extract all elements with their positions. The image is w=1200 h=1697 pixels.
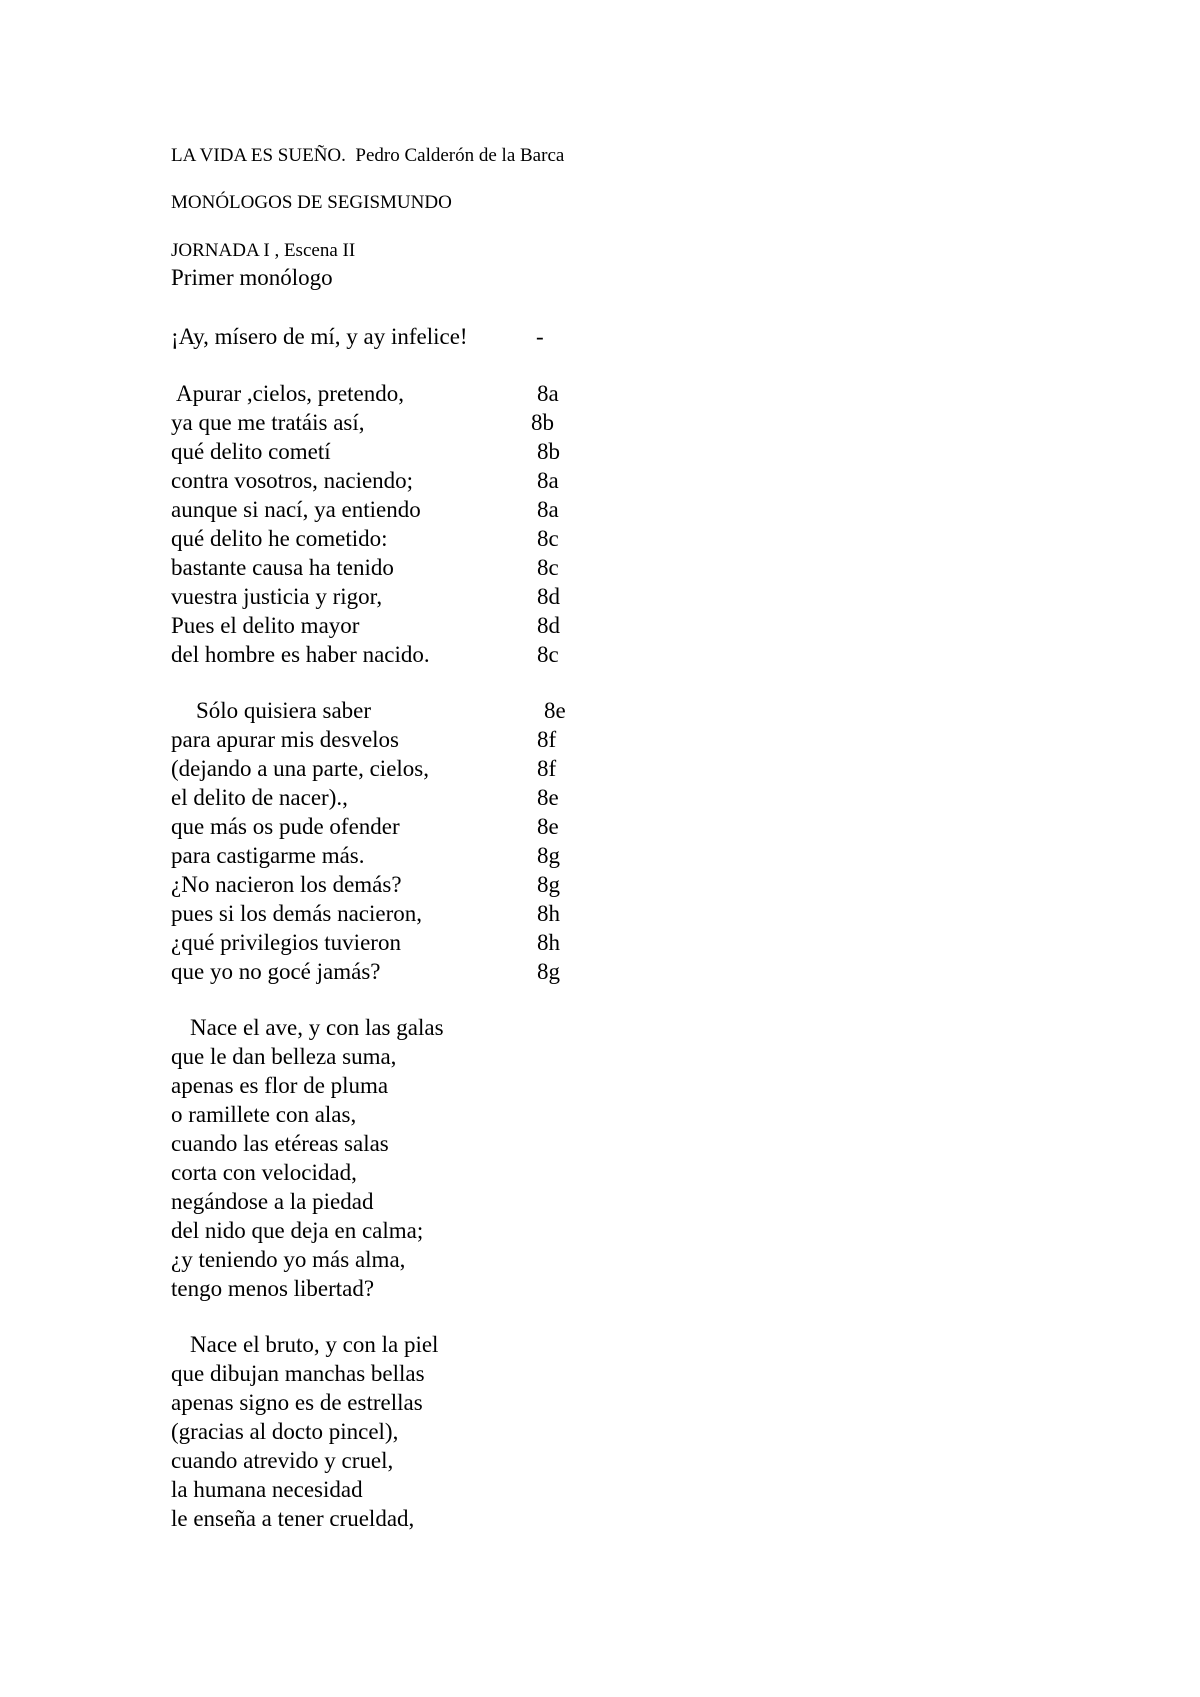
verse-meter: 8a bbox=[537, 468, 559, 493]
verse-line bbox=[171, 553, 691, 582]
verse-line bbox=[171, 957, 691, 986]
verse-line bbox=[171, 1042, 691, 1071]
verse-meter: 8e bbox=[537, 814, 559, 839]
verse-line bbox=[171, 1359, 691, 1388]
verse-meter: 8h bbox=[537, 901, 560, 926]
verse-text: ¿No nacieron los demás? bbox=[171, 872, 402, 897]
verse-text: contra vosotros, naciendo; bbox=[171, 468, 414, 493]
verse-line bbox=[171, 928, 691, 957]
verse-line bbox=[171, 408, 691, 437]
verse-line bbox=[171, 524, 691, 553]
verse-text: Apurar ,cielos, pretendo, bbox=[176, 381, 405, 406]
verse-line bbox=[171, 1274, 691, 1303]
verse-line bbox=[171, 1013, 691, 1042]
opening-verse bbox=[171, 322, 691, 351]
verse-meter: 8g bbox=[537, 872, 560, 897]
verse-text: o ramillete con alas, bbox=[171, 1102, 357, 1127]
verse-line bbox=[171, 1187, 691, 1216]
verse-line bbox=[171, 495, 691, 524]
verse-meter: 8h bbox=[537, 930, 560, 955]
verse-line bbox=[171, 1158, 691, 1187]
verse-text: del nido que deja en calma; bbox=[171, 1218, 424, 1243]
verse-text: que yo no gocé jamás? bbox=[171, 959, 381, 984]
verse-text: para castigarme más. bbox=[171, 843, 365, 868]
verse-line bbox=[171, 725, 691, 754]
verse-text: pues si los demás nacieron, bbox=[171, 901, 423, 926]
stanza-2 bbox=[171, 696, 691, 986]
verse-text: que le dan belleza suma, bbox=[171, 1044, 397, 1069]
section-title: MONÓLOGOS DE SEGISMUNDO bbox=[171, 192, 452, 213]
verse-line bbox=[171, 1100, 691, 1129]
verse-text: ya que me tratáis así, bbox=[171, 410, 365, 435]
verse-text: le enseña a tener crueldad, bbox=[171, 1506, 415, 1531]
verse-text: que más os pude ofender bbox=[171, 814, 400, 839]
verse-line bbox=[171, 582, 691, 611]
verse-text: Sólo quisiera saber bbox=[196, 698, 372, 723]
verse-meter: 8g bbox=[537, 843, 560, 868]
verse-text: vuestra justicia y rigor, bbox=[171, 584, 383, 609]
verse-text: corta con velocidad, bbox=[171, 1160, 357, 1185]
verse-line bbox=[171, 1129, 691, 1158]
verse-text: qué delito he cometido: bbox=[171, 526, 388, 551]
verse-text: ¡Ay, mísero de mí, y ay infelice! bbox=[171, 324, 468, 349]
verse-text: Nace el bruto, y con la piel bbox=[190, 1332, 439, 1357]
verse-meter: 8d bbox=[537, 584, 560, 609]
verse-text: la humana necesidad bbox=[171, 1477, 363, 1502]
verse-line bbox=[171, 1330, 691, 1359]
verse-line bbox=[171, 812, 691, 841]
verse-text: negándose a la piedad bbox=[171, 1189, 374, 1214]
verse-line bbox=[171, 611, 691, 640]
verse-line bbox=[171, 899, 691, 928]
verse-line bbox=[171, 1504, 691, 1533]
verse-meter: 8f bbox=[537, 756, 557, 781]
document-title: LA VIDA ES SUEÑO. Pedro Calderón de la Barca bbox=[171, 145, 565, 166]
verse-meter: 8f bbox=[537, 727, 557, 752]
verse-meter: - bbox=[536, 324, 544, 349]
verse-meter: 8e bbox=[544, 698, 566, 723]
verse-meter: 8g bbox=[537, 959, 560, 984]
verse-text: ¿y teniendo yo más alma, bbox=[171, 1247, 406, 1272]
verse-text: el delito de nacer)., bbox=[171, 785, 348, 810]
verse-text: apenas es flor de pluma bbox=[171, 1073, 389, 1098]
verse-line bbox=[171, 1071, 691, 1100]
verse-line bbox=[171, 1216, 691, 1245]
verse-meter: 8c bbox=[537, 642, 559, 667]
verse-line bbox=[171, 1245, 691, 1274]
verse-line bbox=[171, 437, 691, 466]
scene-label: JORNADA I , Escena II bbox=[171, 240, 356, 261]
verse-text: del hombre es haber nacido. bbox=[171, 642, 430, 667]
verse-text: ¿qué privilegios tuvieron bbox=[171, 930, 401, 955]
verse-meter: 8a bbox=[537, 497, 559, 522]
verse-text: apenas signo es de estrellas bbox=[171, 1390, 423, 1415]
verse-text: para apurar mis desvelos bbox=[171, 727, 400, 752]
verse-line bbox=[171, 1475, 691, 1504]
verse-text: aunque si nací, ya entiendo bbox=[171, 497, 421, 522]
verse-text: cuando atrevido y cruel, bbox=[171, 1448, 394, 1473]
verse-meter: 8d bbox=[537, 613, 560, 638]
stanza-3 bbox=[171, 1013, 691, 1303]
verse-text: Nace el ave, y con las galas bbox=[190, 1015, 444, 1040]
verse-meter: 8b bbox=[537, 439, 560, 464]
verse-text: cuando las etéreas salas bbox=[171, 1131, 389, 1156]
verse-line bbox=[171, 1388, 691, 1417]
verse-meter: 8e bbox=[537, 785, 559, 810]
verse-line bbox=[171, 783, 691, 812]
verse-line bbox=[171, 640, 691, 669]
verse-line bbox=[171, 696, 691, 725]
verse-line bbox=[171, 1417, 691, 1446]
verse-meter: 8b bbox=[531, 410, 554, 435]
verse-text: (dejando a una parte, cielos, bbox=[171, 756, 429, 781]
verse-line bbox=[171, 379, 691, 408]
verse-line bbox=[171, 841, 691, 870]
verse-line bbox=[171, 754, 691, 783]
stanza-4 bbox=[171, 1330, 691, 1533]
verse-text: qué delito cometí bbox=[171, 439, 331, 464]
verse-line bbox=[171, 1446, 691, 1475]
verse-text: Pues el delito mayor bbox=[171, 613, 360, 638]
verse-line bbox=[171, 870, 691, 899]
verse-meter: 8c bbox=[537, 555, 559, 580]
verse-text: (gracias al docto pincel), bbox=[171, 1419, 399, 1444]
monologue-subtitle: Primer monólogo bbox=[171, 265, 333, 290]
verse-line bbox=[171, 466, 691, 495]
verse-line bbox=[171, 322, 691, 351]
stanza-1 bbox=[171, 379, 691, 669]
verse-text: bastante causa ha tenido bbox=[171, 555, 394, 580]
verse-meter: 8a bbox=[537, 381, 559, 406]
verse-meter: 8c bbox=[537, 526, 559, 551]
verse-text: tengo menos libertad? bbox=[171, 1276, 375, 1301]
verse-text: que dibujan manchas bellas bbox=[171, 1361, 425, 1386]
